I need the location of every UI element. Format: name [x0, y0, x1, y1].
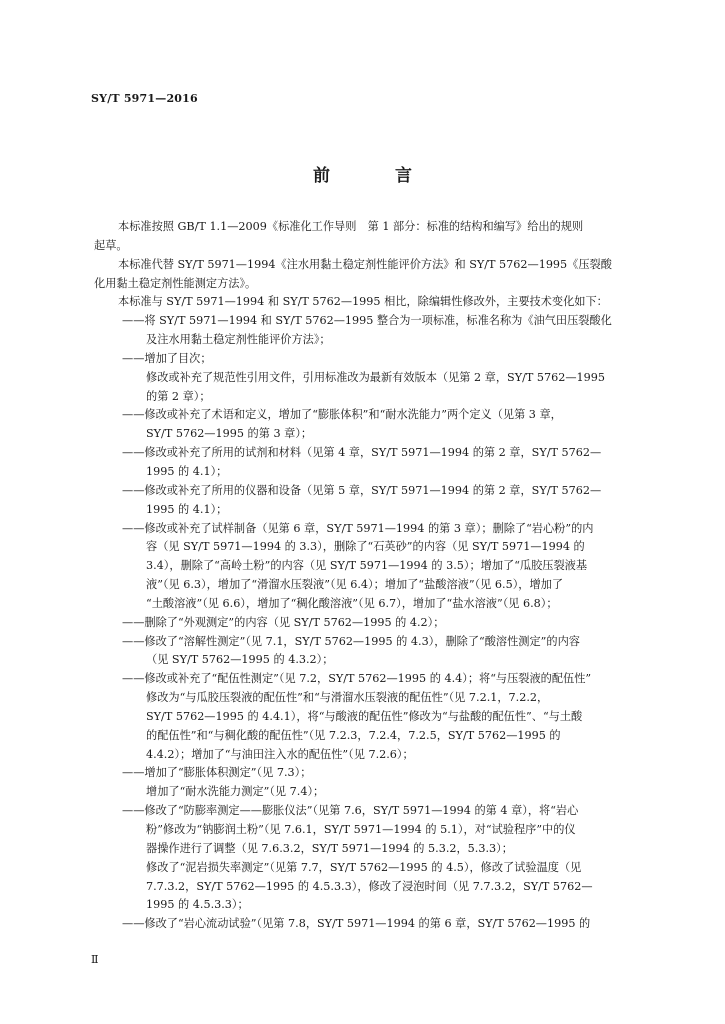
text-line: ——修改了“防膨率测定——膨胀仪法”（见第 7.6，SY/T 5971—1994 的第 4 章），将“岩心: [122, 804, 579, 818]
text-line: 7.7.3.2，SY/T 5762—1995 的 4.5.3.3），修改了浸泡时间（见 7.7.3.2，SY/T 5762—: [146, 879, 593, 893]
text-line: SY/T 5762—1995 的 4.4.1），将“与酸液的配伍性”修改为“与盐酸的配伍性”、“与土酸: [146, 709, 583, 723]
text-line: 本标准与 SY/T 5971—1994 和 SY/T 5762—1995 相比，除编辑性修改外，主要技术变化如下：: [118, 295, 608, 309]
text-line: （见 SY/T 5762—1995 的 4.3.2）；: [146, 653, 334, 667]
text-line: SY/T 5762—1995 的第 3 章）；: [146, 427, 313, 441]
text-line: 粉”修改为“钠膨润土粉”（见 7.6.1，SY/T 5971—1994 的 5.1），对“试验程序”中的仪: [146, 823, 576, 836]
text-line: 1995 的 4.1）；: [146, 502, 228, 516]
text-line: ——修改或补充了所用的试剂和材料（见第 4 章，SY/T 5971—1994 的第 2 章，SY/T 5762—: [122, 446, 602, 460]
foreword-body: [94, 218, 656, 934]
text-line: ——将 SY/T 5971—1994 和 SY/T 5762—1995 整合为一项标准，标准名称为《油气田压裂酸化: [122, 314, 612, 328]
text-line: 增加了“耐水洗能力测定”（见 7.4）；: [146, 785, 325, 799]
text-line: ——修改或补充了试样制备（见第 6 章，SY/T 5971—1994 的第 3 章）；删除了“岩心粉”的内: [122, 521, 594, 535]
text-line: 本标准代替 SY/T 5971—1994《注水用黏土稳定剂性能评价方法》和 SY/T 5762—1995《压裂酸: [118, 257, 612, 271]
text-line: 3.4），删除了“高岭土粉”的内容（见 SY/T 5971—1994 的 3.5）；增加了“瓜胶压裂液基: [146, 559, 588, 573]
text-line: 及注水用黏土稳定剂性能评价方法》；: [146, 333, 331, 347]
page-title: 前 言: [313, 166, 436, 186]
text-line: 修改为“与瓜胶压裂液的配伍性”和“与滑溜水压裂液的配伍性”（见 7.2.1，7.2.2，: [146, 691, 549, 705]
text-line: 4.4.2）；增加了“与油田注入水的配伍性”（见 7.2.6）；: [146, 747, 414, 761]
text-line: ——修改或补充了“配伍性测定”（见 7.2，SY/T 5762—1995 的 4.4）；将“与压裂液的配伍性”: [122, 672, 592, 686]
text-line: 容（见 SY/T 5971—1994 的 3.3），删除了“石英砂”的内容（见 SY/T 5971—1994 的: [146, 540, 585, 554]
text-line: 1995 的 4.5.3.3）；: [146, 898, 249, 912]
text-line: 修改了“泥岩损失率测定”（见第 7.7，SY/T 5762—1995 的 4.5），修改了试验温度（见: [146, 860, 582, 874]
text-line: 起草。: [94, 238, 128, 252]
text-line: ——修改或补充了所用的仪器和设备（见第 5 章，SY/T 5971—1994 的第 2 章，SY/T 5762—: [122, 483, 602, 497]
text-line: ——增加了“膨胀体积测定”（见 7.3）；: [122, 766, 312, 780]
text-line: 的配伍性”和“与稠化酸的配伍性”（见 7.2.3，7.2.4，7.2.5，SY/T 5762—1995 的: [146, 728, 561, 742]
text-line: 本标准按照 GB/T 1.1—2009《标准化工作导则 第 1 部分：标准的结构和编写》给出的规则: [118, 220, 584, 233]
text-line: 1995 的 4.1）；: [146, 464, 228, 478]
text-line: 液”（见 6.3），增加了“滑溜水压裂液”（见 6.4）；增加了“盐酸溶液”（见 6.5），增加了: [146, 578, 564, 592]
text-line: ——修改或补充了术语和定义，增加了“膨胀体积”和“耐水洗能力”两个定义（见第 3 章，: [122, 408, 562, 422]
text-line: 化用黏土稳定剂性能测定方法》。: [94, 276, 257, 290]
text-line: 的第 2 章）；: [146, 389, 211, 403]
standard-code: SY/T 5971—2016: [91, 92, 198, 105]
text-line: ——增加了目次；: [122, 351, 212, 365]
text-line: 修改或补充了规范性引用文件，引用标准改为最新有效版本（见第 2 章，SY/T 5762—1995: [146, 370, 606, 384]
text-line: ——修改了“岩心流动试验”（见第 7.8，SY/T 5971—1994 的第 6 章，SY/T 5762—1995 的: [122, 917, 591, 931]
page-number: Ⅱ: [91, 953, 99, 966]
text-line: 器操作进行了调整（见 7.6.3.2，SY/T 5971—1994 的 5.3.2，5.3.3）；: [146, 841, 513, 855]
text-line: ——删除了“外观测定”的内容（见 SY/T 5762—1995 的 4.2）；: [122, 615, 445, 629]
text-line: ——修改了“溶解性测定”（见 7.1，SY/T 5762—1995 的 4.3），删除了“酸溶性测定”的内容: [122, 634, 580, 648]
text-line: “土酸溶液”（见 6.6），增加了“稠化酸溶液”（见 6.7），增加了“盐水溶液”（见 6.8）；: [146, 596, 558, 610]
